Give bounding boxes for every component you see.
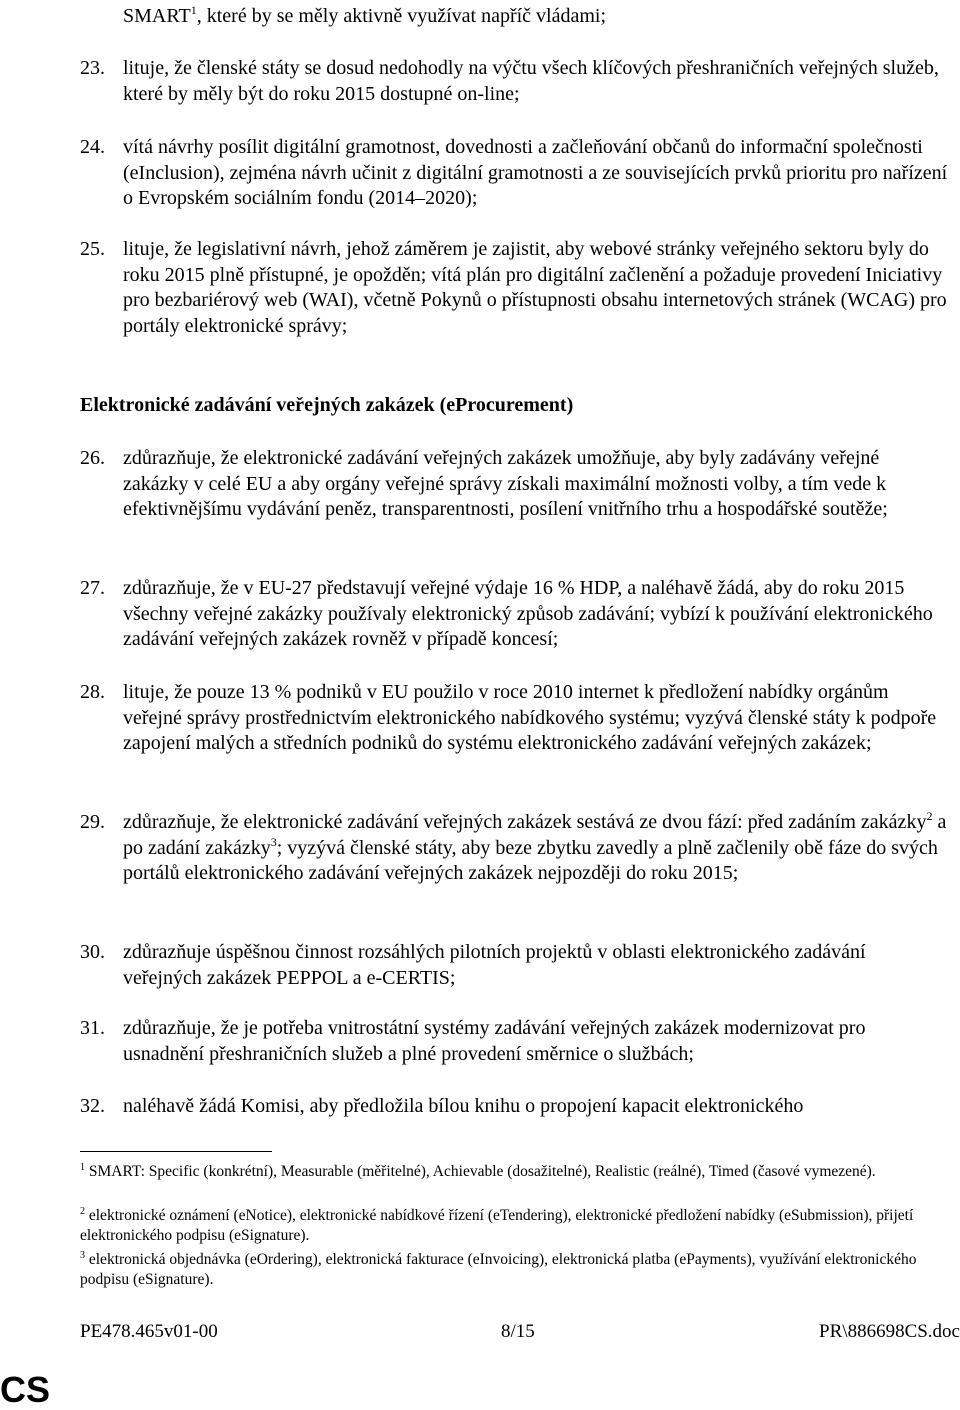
language-code: CS: [0, 1369, 51, 1410]
paragraph-number: 32.: [80, 1095, 105, 1117]
footnote-number: 1: [80, 1162, 85, 1173]
paragraph-24: [80, 135, 948, 212]
continuation-line: [123, 4, 948, 30]
paragraph-30: [80, 940, 948, 991]
paragraph-text: zdůrazňuje, že v EU-27 představují veřejné výdaje 16 % HDP, a naléhavě žádá, aby do roku 2015 všechny veřejné zakázky používaly elektronický způsob zadávání; vybízí k používání elektronického zadávání veřejných zakázek rovněž v případě koncesí;: [123, 577, 933, 650]
paragraph-29: [80, 810, 948, 887]
paragraph-text-part: ; vyzývá členské státy, aby beze zbytku zavedly a plně začlenily obě fáze do svých portálů elektronického zadávání veřejných zakázek nejpozději do roku 2015;: [123, 836, 938, 884]
footnote-number: 3: [80, 1250, 85, 1261]
paragraph-25: [80, 237, 948, 339]
footer-file-name: PR\886698CS.doc: [819, 1321, 960, 1342]
paragraph-text: lituje, že členské státy se dosud nedohodly na výčtu všech klíčových přeshraničních veřejných služeb, které by měly být do roku 2015 dostupné on-line;: [123, 57, 939, 105]
paragraph-number: 24.: [80, 136, 105, 158]
paragraph-number: 30.: [80, 941, 105, 963]
footnote-ref-1[interactable]: 1: [190, 3, 197, 17]
paragraph-number: 31.: [80, 1017, 105, 1039]
paragraph-number: 25.: [80, 238, 105, 260]
paragraph-number: 28.: [80, 681, 105, 703]
footnote-2: [80, 1206, 950, 1245]
paragraph-28: [80, 680, 948, 757]
paragraph-text: [123, 810, 948, 887]
paragraph-text: naléhavě žádá Komisi, aby předložila bílou knihu o propojení kapacit elektronického: [123, 1095, 804, 1117]
paragraph-27: [80, 576, 948, 653]
paragraph-23: [80, 56, 948, 107]
paragraph-text-part: a po zadání zakázky: [123, 811, 947, 859]
continuation-text-after: , které by se měly aktivně využívat napříč vládami;: [196, 5, 607, 27]
footnote-ref-3[interactable]: 3: [270, 834, 277, 849]
section-heading: Elektronické zadávání veřejných zakázek (eProcurement): [80, 394, 574, 416]
paragraph-number: 27.: [80, 577, 105, 599]
paragraph-number: 29.: [80, 811, 105, 833]
footnote-ref-2[interactable]: 2: [926, 809, 933, 823]
paragraph-text: lituje, že legislativní návrh, jehož záměrem je zajistit, aby webové stránky veřejného sektoru byly do roku 2015 plně přístupné, je opožděn; vítá plán pro digitální začlenění a požaduje provedení Iniciativy pro bezbariérový web (WAI), včetně Pokynů o přístupnosti obsahu internetových stránek (WCAG) pro portály elektronické správy;: [123, 238, 947, 337]
continuation-text-before: SMART: [123, 5, 191, 27]
footnote-text: elektronické oznámení (eNotice), elektronické nabídkové řízení (eTendering), elektronické předložení nabídky (eSubmission), přijetí elektronického podpisu (eSignature).: [80, 1207, 914, 1244]
footnote-3: [80, 1250, 950, 1289]
paragraph-number: 26.: [80, 447, 105, 469]
paragraph-text-part: zdůrazňuje, že elektronické zadávání veřejných zakázek sestává ze dvou fází: před zadáním zakázky: [123, 811, 927, 833]
paragraph-text: zdůrazňuje úspěšnou činnost rozsáhlých pilotních projektů v oblasti elektronického zadávání veřejných zakázek PEPPOL a e-CERTIS;: [123, 941, 866, 989]
paragraph-32: [80, 1094, 948, 1120]
paragraph-text: vítá návrhy posílit digitální gramotnost, dovednosti a začleňování občanů do informační společnosti (eInclusion), zejména návrh učinit z digitální gramotnosti a ze souvisejících prvků prioritu pro nařízení o Evropském sociálním fondu (2014–2020);: [123, 136, 948, 209]
paragraph-text: lituje, že pouze 13 % podniků v EU použilo v roce 2010 internet k předložení nabídky orgánům veřejné správy prostřednictvím elektronického nabídkového systému; vyzývá členské státy k podpoře zapojení malých a středních podniků do systému elektronického zadávání veřejných zakázek;: [123, 681, 937, 754]
paragraph-number: 23.: [80, 57, 105, 79]
footer-doc-id: PE478.465v01-00: [80, 1321, 218, 1342]
footnote-number: 2: [80, 1206, 85, 1217]
paragraph-text: zdůrazňuje, že elektronické zadávání veřejných zakázek umožňuje, aby byly zadávány veřejné zakázky v celé EU a aby orgány veřejné správy získali maximální možnosti volby, a tím vede k efektivnějšímu vydávání peněz, transparentnosti, posílení vnitřního trhu a hospodářské soutěže;: [123, 447, 888, 520]
footnote-separator: [80, 1151, 272, 1152]
footnote-text: SMART: Specific (konkrétní), Measurable (měřitelné), Achievable (dosažitelné), Realistic (reálné), Timed (časové vymezené).: [88, 1163, 876, 1180]
paragraph-31: [80, 1016, 948, 1067]
paragraph-text: zdůrazňuje, že je potřeba vnitrostátní systémy zadávání veřejných zakázek modernizovat pro usnadnění přeshraničních služeb a plné provedení směrnice o službách;: [123, 1017, 866, 1065]
footer-page-number: 8/15: [501, 1321, 535, 1342]
footnote-1: [80, 1162, 950, 1182]
paragraph-26: [80, 446, 948, 523]
footnote-text: elektronická objednávka (eOrdering), elektronická fakturace (eInvoicing), elektronická platba (ePayments), využívání elektronického podpisu (eSignature).: [80, 1251, 917, 1288]
